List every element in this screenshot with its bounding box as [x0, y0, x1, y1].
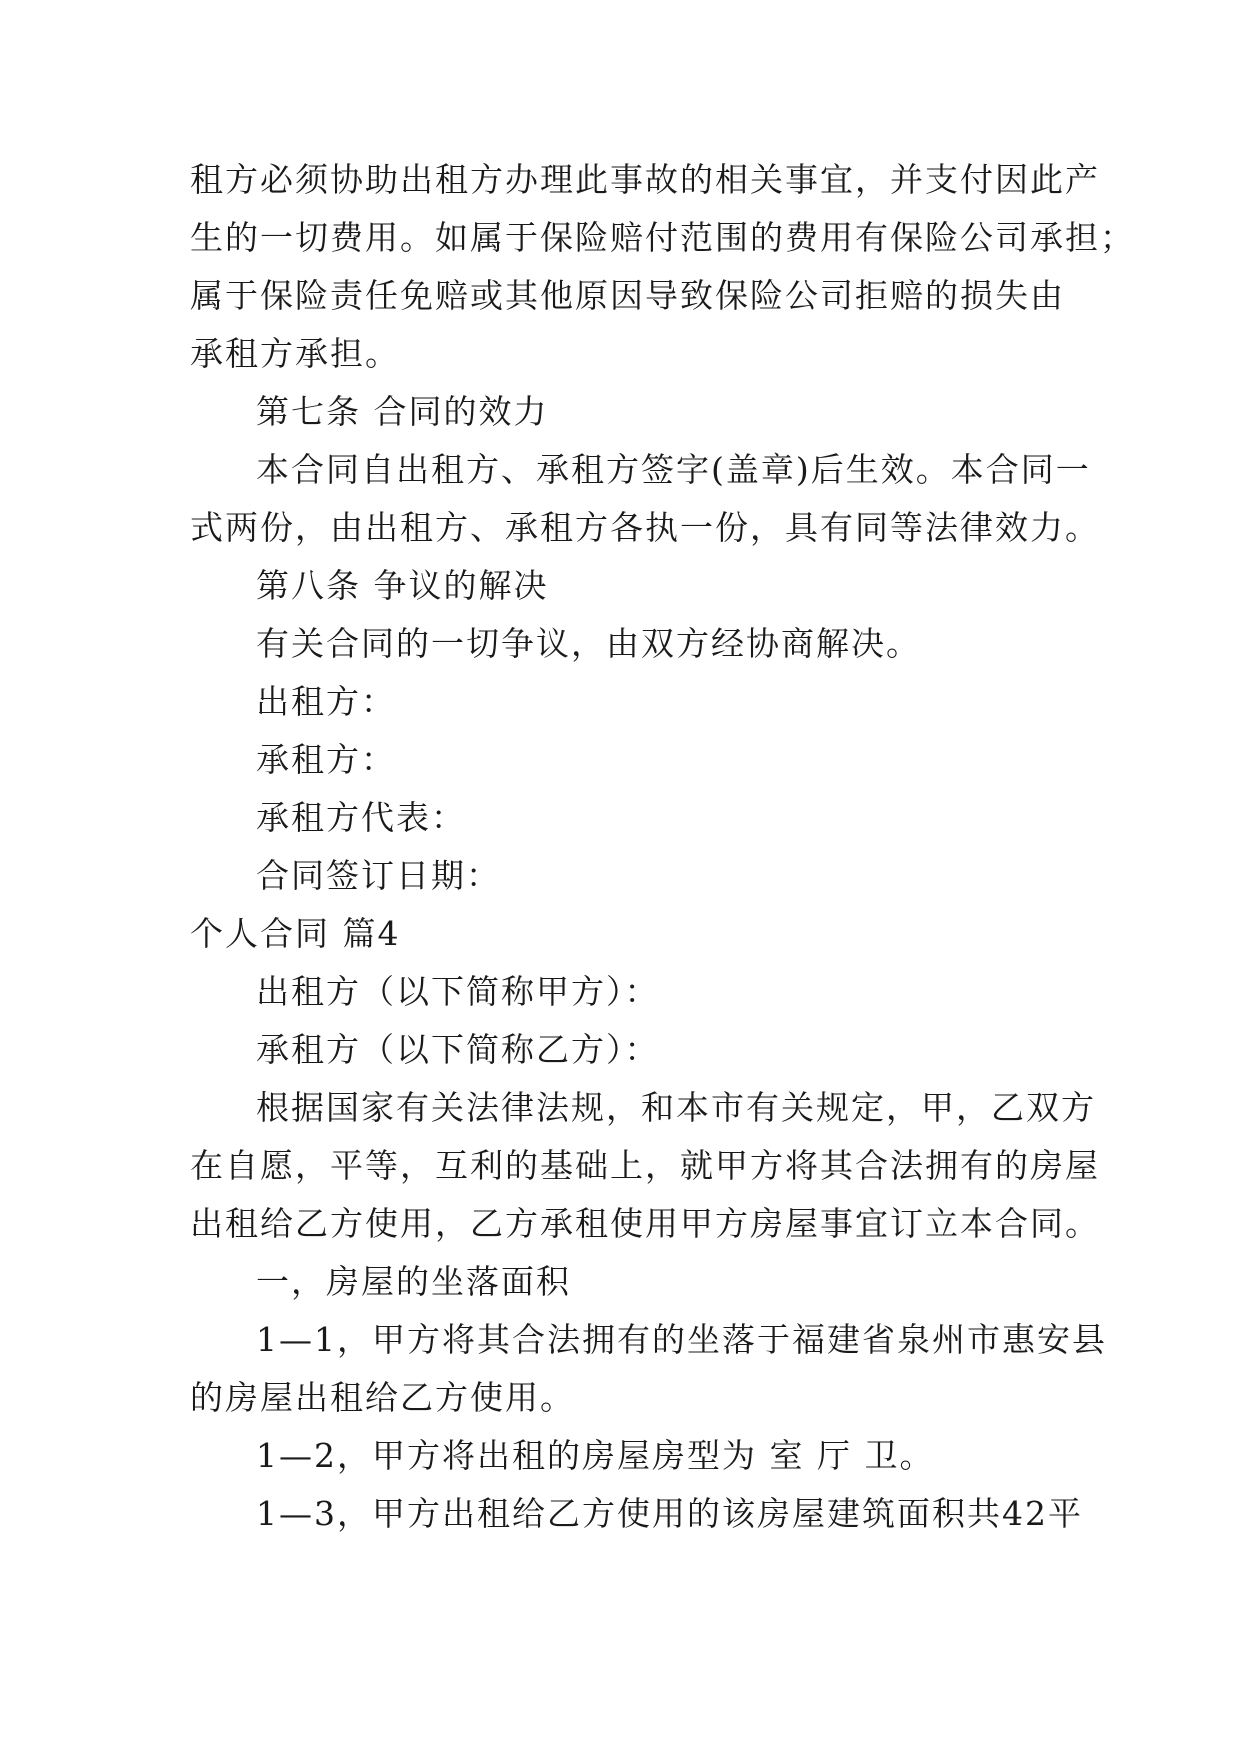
article-heading: 第七条 合同的效力 — [256, 392, 549, 431]
party-label: 出租方（以下简称甲方）： — [256, 972, 660, 1011]
body-line: 根据国家有关法律法规，和本市有关规定，甲，乙双方 — [256, 1088, 1096, 1127]
body-line: 式两份，由出租方、承租方各执一份，具有同等法律效力。 — [190, 508, 1100, 547]
signature-label: 合同签订日期： — [256, 856, 501, 895]
signature-label: 承租方代表： — [256, 798, 466, 837]
body-line: 的房屋出租给乙方使用。 — [190, 1378, 575, 1417]
body-line: 1—3，甲方出租给乙方使用的该房屋建筑面积共42平 — [256, 1494, 1083, 1533]
party-label: 承租方（以下简称乙方）： — [256, 1030, 660, 1069]
body-line: 生的一切费用。如属于保险赔付范围的费用有保险公司承担； — [190, 218, 1135, 257]
article-heading: 第八条 争议的解决 — [256, 566, 549, 605]
body-line: 出租给乙方使用，乙方承租使用甲方房屋事宜订立本合同。 — [190, 1204, 1100, 1243]
clause-heading: 一，房屋的坐落面积 — [256, 1262, 571, 1301]
body-line: 1—1，甲方将其合法拥有的坐落于福建省泉州市惠安县 — [256, 1320, 1107, 1359]
body-line: 承租方承担。 — [190, 334, 400, 373]
body-line: 有关合同的一切争议，由双方经协商解决。 — [256, 624, 921, 663]
signature-label: 出租方： — [256, 682, 396, 721]
body-line: 租方必须协助出租方办理此事故的相关事宜，并支付因此产 — [190, 160, 1100, 199]
body-line: 1—2，甲方将出租的房屋房型为 室 厅 卫。 — [256, 1436, 935, 1475]
body-line: 在自愿，平等，互利的基础上，就甲方将其合法拥有的房屋 — [190, 1146, 1100, 1185]
section-title: 个人合同 篇4 — [190, 914, 401, 953]
body-line: 属于保险责任免赔或其他原因导致保险公司拒赔的损失由 — [190, 276, 1065, 315]
body-line: 本合同自出租方、承租方签字(盖章)后生效。本合同一 — [256, 450, 1091, 489]
signature-label: 承租方： — [256, 740, 396, 779]
